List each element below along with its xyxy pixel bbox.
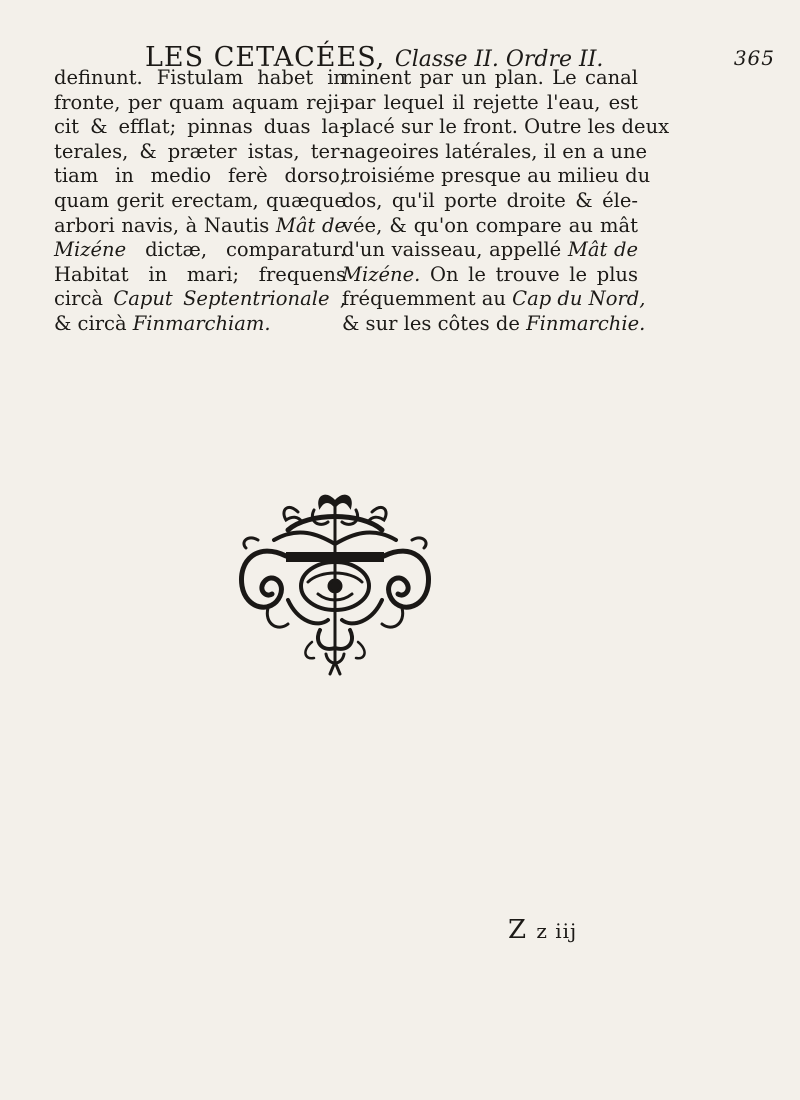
- latin-line: & circà Finmarchiam.: [54, 311, 271, 335]
- latin-line: tiam in medio ferè dorso,: [54, 164, 346, 188]
- french-line: d'un vaisseau, appellé Mât de: [342, 238, 638, 262]
- latin-line: Mizéne dictæ, comparatur.: [54, 238, 346, 262]
- french-line: minent par un plan. Le canal: [342, 66, 638, 89]
- latin-line: cit & efflat; pinnas duas la-: [54, 115, 346, 139]
- french-line: nageoires latérales, il en a une: [342, 139, 648, 163]
- latin-line: fronte, per quam aquam reji-: [54, 90, 346, 114]
- signature-mark: [508, 915, 577, 945]
- running-title: LES CETACÉES,: [145, 42, 386, 73]
- signature-letter: Z: [508, 915, 528, 945]
- french-line: fréquemment au Cap du Nord,: [342, 287, 646, 311]
- signature-sub: z iij: [536, 919, 578, 943]
- latin-line: quam gerit erectam, quæque: [54, 188, 346, 212]
- french-line: placé sur le front. Outre les deux: [342, 115, 670, 139]
- french-line: vée, & qu'on compare au mât: [342, 213, 638, 237]
- french-line: troisiéme presque au milieu du: [342, 164, 651, 188]
- latin-column: [54, 66, 346, 337]
- french-column: [342, 66, 670, 337]
- french-line: Mizéne. On le trouve le plus: [342, 262, 638, 286]
- french-line: dos, qu'il porte droite & éle-: [342, 188, 638, 212]
- classe-ordre: Classe II. Ordre II.: [394, 47, 604, 72]
- page-number: 365: [733, 46, 775, 70]
- floral-cul-de-lampe-icon: [228, 482, 442, 678]
- french-line: par lequel il rejette l'eau, est: [342, 90, 638, 114]
- latin-line: Habitat in mari; frequens: [54, 262, 346, 286]
- french-line: & sur les côtes de Finmarchie.: [342, 311, 646, 335]
- latin-line: terales, & præter istas, ter-: [54, 139, 346, 163]
- latin-line: arbori navis, à Nautis Mât de: [54, 213, 346, 237]
- latin-line: definunt. Fistulam habet in: [54, 66, 346, 89]
- latin-line: circà Caput Septentrionale ,: [54, 287, 346, 311]
